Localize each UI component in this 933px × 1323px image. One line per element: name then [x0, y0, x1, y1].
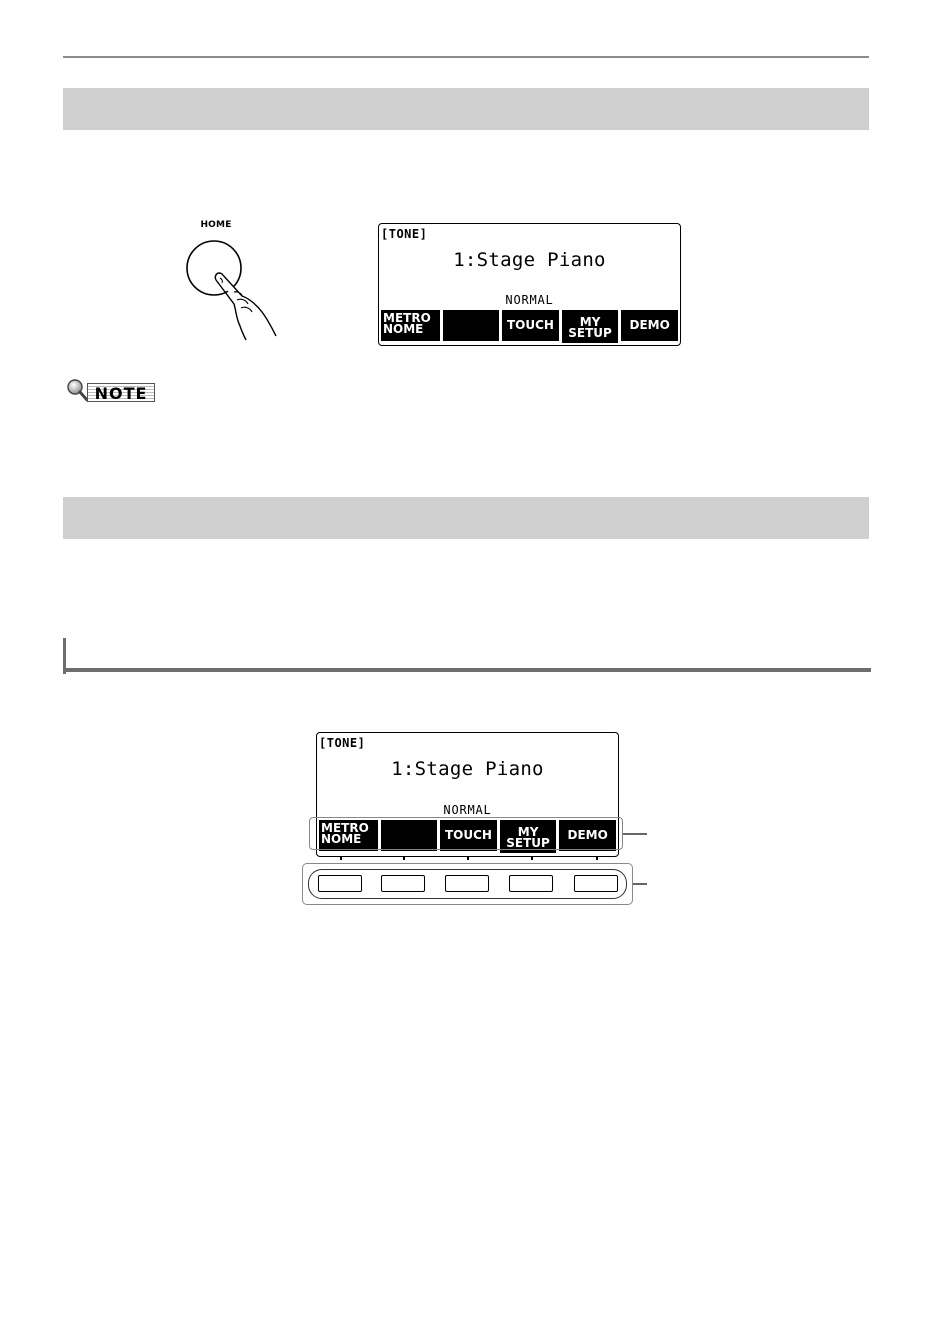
softkey-leader-line: [623, 833, 647, 835]
softkey-highlight-frame: [309, 817, 623, 850]
softkey-touch-label: TOUCH: [444, 828, 492, 842]
button-tick: [467, 857, 469, 860]
softkey-metronome-line1: METRO: [321, 821, 369, 835]
button-leader-line: [633, 883, 647, 885]
softkey-my-setup-line2: SETUP: [506, 835, 550, 850]
lcd-mode-label: [TONE]: [319, 736, 366, 750]
physical-button-5[interactable]: [574, 875, 618, 892]
note-label: NOTE: [87, 383, 155, 402]
lcd-tone-name: 1:Stage Piano: [391, 758, 544, 780]
lcd-touch-status: NORMAL: [443, 803, 492, 817]
lcd-tone-name: 1:Stage Piano: [453, 249, 606, 271]
physical-button-2[interactable]: [381, 875, 425, 892]
top-rule: [63, 56, 869, 58]
button-tick: [531, 857, 533, 860]
softkey-my-setup[interactable]: [562, 310, 619, 343]
button-tick: [596, 857, 598, 860]
softkey-metronome-line2: NOME: [383, 322, 424, 336]
softkey-touch-label: TOUCH: [506, 318, 554, 332]
softkey-my-setup-line2: SETUP: [568, 325, 612, 340]
physical-button-3[interactable]: [445, 875, 489, 892]
button-tick: [340, 857, 342, 860]
softkey-demo[interactable]: [621, 310, 678, 341]
softkey-demo-label: DEMO: [629, 318, 670, 332]
softkey-metronome-line2: NOME: [321, 832, 362, 846]
softkey-my-setup-line1: MY: [579, 314, 601, 329]
hand-pressing-home-icon: [180, 234, 290, 344]
physical-button-4[interactable]: [509, 875, 553, 892]
lcd-display-1: [378, 223, 681, 346]
subheading-rule-horizontal: [63, 668, 871, 672]
home-button-label: HOME: [200, 220, 232, 230]
section-header-bar-2: [63, 497, 869, 539]
note-badge: [65, 378, 157, 404]
softkey-blank[interactable]: [443, 310, 500, 341]
lcd-mode-label: [TONE]: [381, 227, 428, 241]
lcd-softkey-row: [381, 310, 678, 343]
softkey-demo-label: DEMO: [567, 828, 608, 842]
softkey-metronome[interactable]: [381, 310, 440, 341]
physical-button-1[interactable]: [318, 875, 362, 892]
softkey-touch[interactable]: [502, 310, 559, 341]
softkey-my-setup-line1: MY: [517, 824, 539, 839]
lcd-touch-status: NORMAL: [505, 293, 554, 307]
softkey-metronome-line1: METRO: [383, 311, 431, 325]
button-tick: [403, 857, 405, 860]
section-header-bar-1: [63, 88, 869, 130]
